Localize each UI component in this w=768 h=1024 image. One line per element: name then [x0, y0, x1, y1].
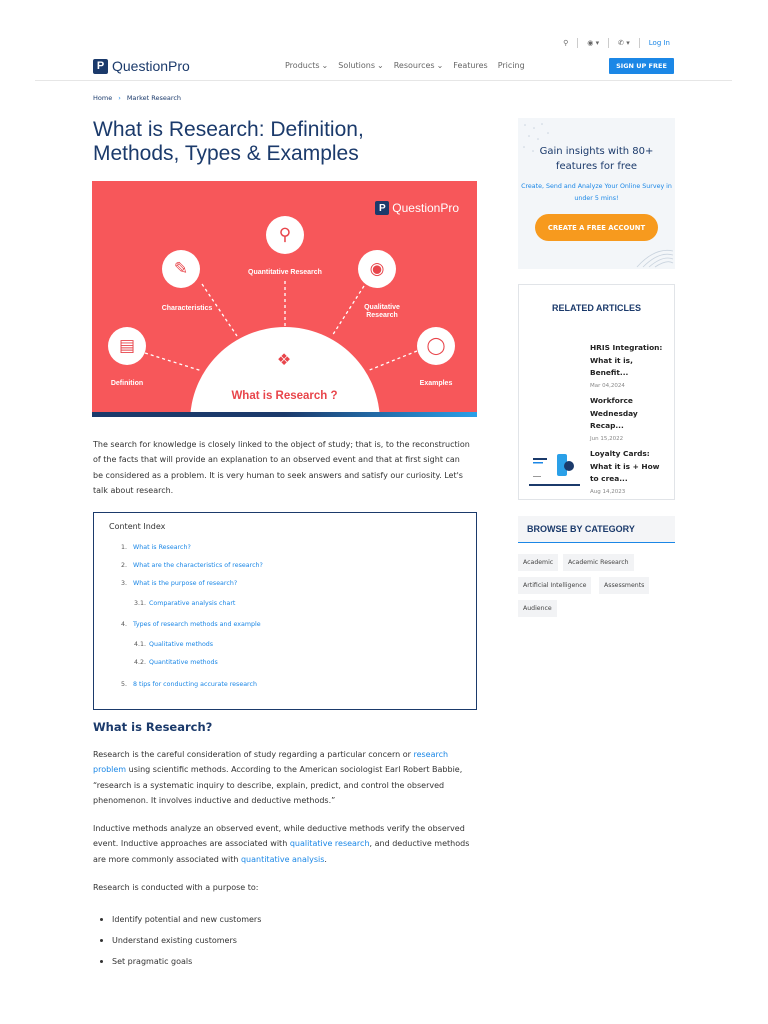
browse-category-header: [518, 516, 675, 543]
toc-label: What is Research?: [133, 544, 191, 551]
login-link[interactable]: Log In: [648, 39, 670, 47]
toc-label: What is the purpose of research?: [133, 580, 238, 587]
article-date: Jun 15,2022: [590, 435, 624, 442]
list-item: [100, 930, 261, 951]
nav-label: Resources: [393, 61, 435, 70]
nav-resources[interactable]: [394, 61, 444, 70]
category-tag[interactable]: Academic: [518, 554, 558, 571]
bullet-icon: [100, 918, 103, 921]
hero-label-qualitative: Qualitative Research: [364, 304, 400, 319]
article-thumbnail[interactable]: [529, 448, 580, 486]
signup-button[interactable]: SIGN UP FREE: [609, 58, 674, 74]
category-tag[interactable]: Artificial Intelligence: [518, 577, 591, 594]
hero-label-quantitative: Quantitative Research: [248, 269, 322, 276]
create-account-button[interactable]: CREATE A FREE ACCOUNT: [535, 214, 658, 241]
breadcrumb: [93, 94, 181, 102]
breadcrumb-current[interactable]: Market Research: [126, 94, 182, 102]
toc-number: 5.: [121, 681, 128, 688]
divider: [577, 38, 578, 48]
purpose-list: [100, 909, 261, 972]
research-problem-link[interactable]: research problem: [93, 750, 449, 775]
toc-item[interactable]: [121, 621, 261, 628]
toc-item[interactable]: [134, 600, 235, 607]
related-article[interactable]: [590, 448, 668, 495]
chevron-down-icon: ⌄: [436, 61, 444, 70]
text-span: , and deductive methods are more commonly associated with: [93, 839, 470, 864]
nav-pricing[interactable]: Pricing: [497, 61, 525, 70]
related-article[interactable]: [590, 342, 668, 389]
text-span: .: [324, 854, 327, 864]
toc-number: 4.: [121, 621, 128, 628]
logo-mark: P: [375, 201, 389, 215]
hero-stripe: [92, 412, 477, 417]
logo-name: QuestionPro: [392, 201, 459, 215]
list-item-text: Set pragmatic goals: [112, 957, 193, 966]
bullet-icon: [100, 939, 103, 942]
toc-number: 1.: [121, 544, 128, 551]
related-article[interactable]: [590, 395, 668, 442]
page-title: What is Research: Definition, Methods, Types & Examples: [93, 118, 364, 165]
text-span: using scientific methods. According to the American sociologist Earl Robert Babbie, “research is a systematic inquiry to describe, explain, predict, and control the observed phenomenon. It involves inductive and deductive methods.”: [93, 765, 463, 805]
document-icon: ▤: [108, 327, 146, 365]
utility-bar: [563, 38, 670, 48]
phone-icon[interactable]: ✆ ▾: [618, 39, 630, 47]
toc-label: What are the characteristics of research?: [133, 562, 263, 569]
toc-label: Comparative analysis chart: [149, 600, 236, 607]
list-item-text: Identify potential and new customers: [112, 915, 262, 924]
category-tag[interactable]: Academic Research: [563, 554, 634, 571]
related-articles: [518, 284, 675, 500]
nav-label: Products: [285, 61, 320, 70]
content-index: [93, 512, 477, 710]
toc-item[interactable]: [121, 562, 263, 569]
main-nav: [285, 61, 525, 70]
hero-image: [92, 181, 477, 417]
hero-center-title: What is Research ?: [231, 390, 338, 402]
article-title: Workforce Wednesday Recap...: [590, 396, 638, 430]
content-index-title: Content Index: [109, 522, 166, 531]
divider: [608, 38, 609, 48]
hero-logo: [375, 201, 459, 215]
divider: [639, 38, 640, 48]
logo-name: QuestionPro: [112, 58, 190, 74]
clipboard-icon: ✎: [162, 250, 200, 288]
research-network-icon: ❖: [266, 341, 302, 377]
paragraph-methods: [93, 821, 471, 867]
toc-item[interactable]: [121, 681, 257, 688]
nav-label: Solutions: [338, 61, 376, 70]
promo-title: Gain insights with 80+ features for free: [539, 146, 654, 172]
bullet-icon: [100, 960, 103, 963]
chevron-down-icon: ⌄: [377, 61, 384, 70]
chevron-down-icon: ⌄: [321, 61, 329, 70]
toc-label: Qualitative methods: [149, 641, 214, 648]
toc-number: 3.1.: [134, 600, 147, 607]
toc-item[interactable]: [134, 659, 218, 666]
hero-label-characteristics: Characteristics: [161, 305, 213, 312]
qualitative-research-link[interactable]: qualitative research: [289, 839, 370, 849]
nav-products[interactable]: [285, 61, 328, 70]
list-item: [100, 909, 261, 930]
browse-heading: BROWSE BY CATEGORY: [527, 524, 635, 534]
chevron-right-icon: ›: [118, 94, 121, 102]
site-header: [35, 55, 732, 81]
text-span: Research is the careful consideration of study regarding a particular concern or: [93, 750, 414, 759]
hero-label-definition: Definition: [110, 380, 144, 387]
list-item-text: Understand existing customers: [112, 936, 237, 945]
breadcrumb-home[interactable]: Home: [93, 94, 113, 102]
article-date: Aug 14,2023: [590, 488, 626, 495]
search-icon[interactable]: ⚲: [563, 39, 569, 47]
toc-number: 4.1.: [134, 641, 147, 648]
location-pin-icon: ◯: [417, 327, 455, 365]
paragraph-definition: [93, 747, 471, 808]
hero-label-examples: Examples: [419, 380, 453, 387]
list-item: [100, 951, 261, 972]
article-title: HRIS Integration: What it is, Benefit...: [590, 343, 663, 377]
toc-number: 3.: [121, 580, 128, 587]
nav-solutions[interactable]: [338, 61, 383, 70]
lines-decoration: [635, 245, 675, 269]
toc-label: 8 tips for conducting accurate research: [133, 681, 257, 688]
toc-label: Quantitative methods: [149, 659, 218, 666]
article-title: Loyalty Cards: What it is + How to crea...: [590, 449, 660, 483]
related-heading: RELATED ARTICLES: [552, 303, 641, 313]
toc-item[interactable]: [121, 544, 191, 551]
toc-item[interactable]: [134, 641, 213, 648]
promo-subtitle: Create, Send and Analyze Your Online Survey in under 5 mins!: [521, 183, 672, 202]
nav-features[interactable]: Features: [453, 61, 488, 70]
paragraph-purpose: Research is conducted with a purpose to:: [93, 883, 259, 892]
loyalty-card-icon: [529, 448, 580, 484]
logo[interactable]: [93, 58, 190, 74]
toc-item[interactable]: [121, 580, 237, 587]
logo-mark: P: [93, 59, 108, 74]
article-date: Mar 04,2024: [590, 382, 625, 389]
promo-card: [518, 118, 675, 269]
quantitative-analysis-link[interactable]: quantitative analysis: [240, 854, 325, 864]
toc-label: Types of research methods and example: [133, 621, 261, 628]
text-span: Inductive methods analyze an observed event, while deductive methods verify the observed event. Inductive approaches are associated with: [93, 824, 465, 849]
intro-paragraph: The search for knowledge is closely linked to the object of study; that is, to the reconstruction of the facts that will provide an explanation to an observed event and that at first sight can be considered as a problem. It is very human to seek answers and satisfy our curiosity. Let's talk about research.: [93, 440, 470, 495]
language-icon[interactable]: ◉ ▾: [587, 39, 600, 47]
people-search-icon: ◉: [358, 250, 396, 288]
toc-number: 4.2.: [134, 659, 147, 666]
section-heading: What is Research?: [93, 720, 213, 734]
toc-number: 2.: [121, 562, 128, 569]
magnifier-chart-icon: ⚲: [266, 216, 304, 254]
category-tag[interactable]: Audience: [518, 600, 557, 617]
category-tag[interactable]: Assessments: [599, 577, 649, 594]
